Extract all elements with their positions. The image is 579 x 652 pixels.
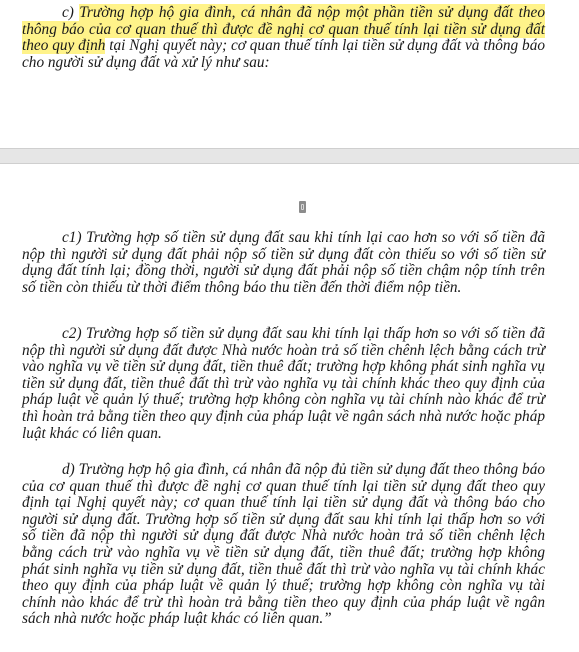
- paragraph-d[interactable]: [22, 462, 545, 628]
- highlighted-text: Trường hợp hộ gia đình, cá nhân đã nộp một phần tiền sử dụng đất theo thông báo của cơ quan thuế thì được đề nghị cơ quan thuế tính lại tiền sử dụng đất theo quy định: [22, 4, 545, 55]
- paragraph-d-text: d) Trường hợp hộ gia đình, cá nhân đã nộp đủ tiền sử dụng đất theo thông báo của cơ quan thuế thì được đề nghị cơ quan thuế tính lại tiền sử dụng đất theo quy định tại Nghị quyết này; cơ quan thuế tính lại tiền sử dụng đất và thông báo cho người sử dụng đất. Trường hợp số tiền sử dụng đất sau khi tính lại thấp hơn so với số tiền đã nộp thì người sử dụng đất được Nhà nước hoàn trả số tiền chênh lệch bằng cách trừ vào nghĩa vụ về tiền sử dụng đất, tiền thuê đất; trường hợp không phát sinh nghĩa vụ tiền sử dụng đất, tiền thuê đất thì trừ vào nghĩa vụ tài chính khác theo quy định của pháp luật về quản lý thuế; trường hợp không còn nghĩa vụ tài chính nào khác để trừ thì hoàn trả bằng tiền theo quy định của pháp luật về ngân sách nhà nước hoặc pháp luật khác có liên quan.”: [22, 461, 545, 628]
- paragraph-c-rest: tại Nghị quyết này; cơ quan thuế tính lại tiền sử dụng đất và thông báo cho người sử dụng đất và xử lý như sau:: [22, 37, 545, 71]
- paragraph-c-label: c): [62, 4, 74, 21]
- paragraph-marker-icon[interactable]: [299, 201, 306, 213]
- paragraph-c1-text: c1) Trường hợp số tiền sử dụng đất sau khi tính lại cao hơn so với số tiền đã nộp thì người sử dụng đất phải nộp số tiền sử dụng đất còn thiếu so với số tiền sử dụng đất tính lại; đồng thời, người sử dụng đất phải nộp số tiền chậm nộp tính trên số tiền còn thiếu từ thời điểm thông báo thu tiền đến thời điểm nộp tiền.: [22, 229, 545, 296]
- page-break-gap: [0, 148, 579, 164]
- document-page-top[interactable]: [0, 0, 579, 148]
- paragraph-c2-text: c2) Trường hợp số tiền sử dụng đất sau khi tính lại thấp hơn so với số tiền đã nộp thì người sử dụng đất được Nhà nước hoàn trả số tiền chênh lệch bằng cách trừ vào nghĩa vụ về tiền sử dụng đất, tiền thuê đất; trường hợp không phát sinh nghĩa vụ tiền sử dụng đất, tiền thuê đất thì trừ vào nghĩa vụ tài chính khác theo quy định của pháp luật về quản lý thuế; trường hợp không còn nghĩa vụ tài chính nào khác để trừ thì hoàn trả bằng tiền theo quy định của pháp luật về ngân sách nhà nước hoặc pháp luật khác có liên quan.: [22, 325, 545, 442]
- paragraph-c1[interactable]: [22, 230, 545, 296]
- paragraph-c2[interactable]: [22, 326, 545, 442]
- document-page-bottom[interactable]: [0, 164, 579, 652]
- paragraph-c[interactable]: [22, 5, 545, 71]
